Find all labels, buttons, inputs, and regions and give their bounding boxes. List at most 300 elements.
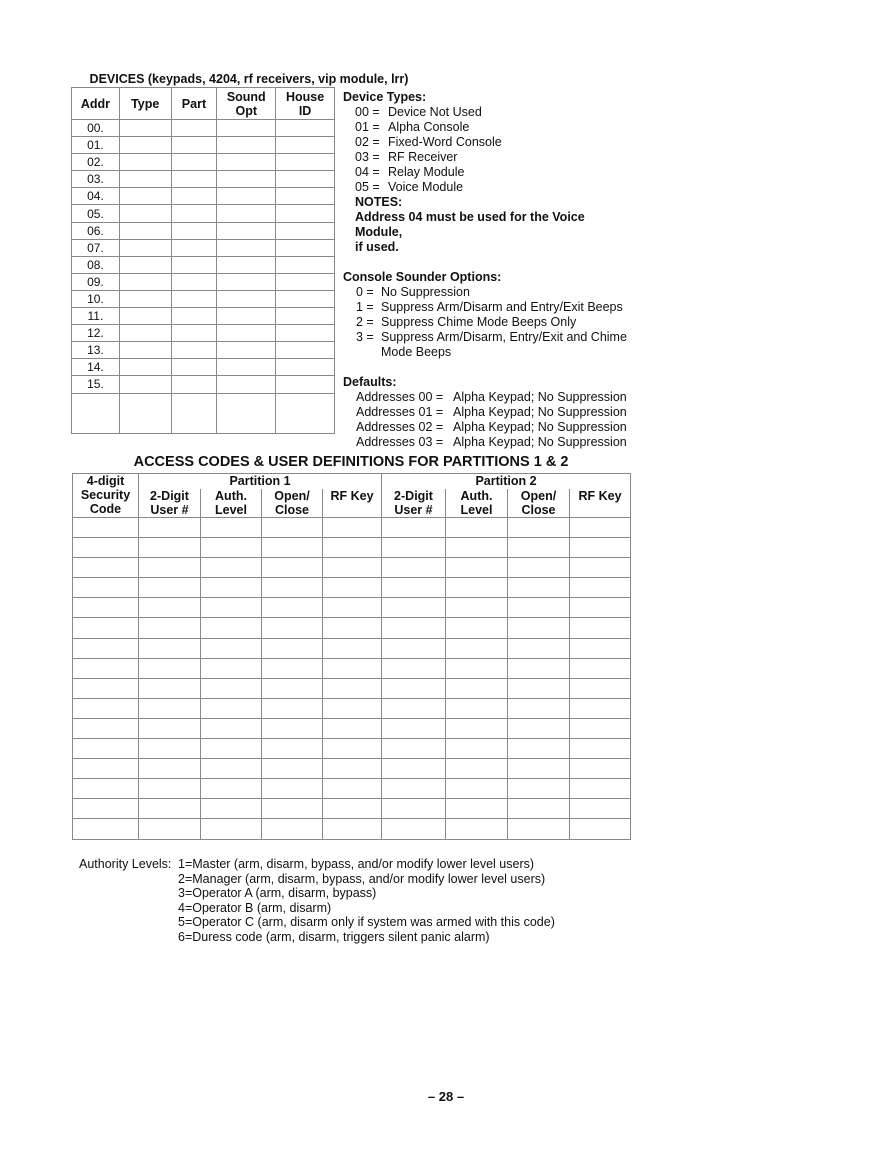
access-code-cell: [382, 578, 446, 598]
notes-heading: NOTES:: [355, 195, 403, 209]
device-address: 06.: [72, 222, 120, 239]
access-code-cell: [323, 799, 382, 819]
device-cell: [171, 154, 217, 171]
access-code-cell: [262, 538, 323, 558]
access-code-cell: [570, 819, 631, 839]
header-type: Type: [119, 88, 171, 120]
access-code-cell: [570, 518, 631, 538]
device-cell: [119, 188, 171, 205]
access-code-cell: [201, 819, 262, 839]
access-code-cell: [139, 538, 201, 558]
device-cell: [276, 205, 335, 222]
access-code-cell: [73, 698, 139, 718]
access-code-cell: [570, 678, 631, 698]
device-cell: [119, 222, 171, 239]
device-cell: [276, 273, 335, 290]
devices-row: [72, 205, 335, 222]
device-address: 05.: [72, 205, 120, 222]
access-code-cell: [262, 739, 323, 759]
access-code-row: [73, 678, 631, 698]
access-code-cell: [262, 658, 323, 678]
device-cell: [119, 154, 171, 171]
access-code-cell: [508, 799, 570, 819]
device-cell: [276, 154, 335, 171]
access-code-cell: [382, 799, 446, 819]
default-item: [343, 420, 633, 435]
device-cell: [276, 137, 335, 154]
p1-header-auth: [201, 489, 262, 518]
authority-levels-label: Authority Levels:: [79, 857, 172, 871]
header-security-line2: Security: [80, 488, 131, 502]
access-code-cell: [570, 779, 631, 799]
device-cell: [217, 325, 276, 342]
devices-row: [72, 376, 335, 393]
default-item: [343, 405, 633, 420]
p1-user-line1: 2-Digit: [150, 488, 189, 503]
device-cell: [119, 273, 171, 290]
device-cell: [119, 239, 171, 256]
sounder-option-label: Suppress Arm/Disarm, Entry/Exit and Chime: [381, 330, 627, 344]
device-cell: [171, 120, 217, 137]
access-code-cell: [382, 759, 446, 779]
device-cell: [217, 239, 276, 256]
access-code-cell: [508, 618, 570, 638]
access-code-cell: [570, 799, 631, 819]
default-address: Addresses 01 =: [356, 405, 444, 419]
device-cell: [119, 120, 171, 137]
access-code-cell: [446, 759, 508, 779]
access-code-cell: [201, 739, 262, 759]
page-number: – 28 –: [427, 1089, 465, 1104]
sounder-option-item: [343, 300, 633, 315]
access-code-cell: [382, 558, 446, 578]
sounder-option-code: 2 =: [356, 315, 374, 329]
p2-header-open: [508, 489, 570, 518]
device-cell: [171, 393, 217, 433]
note-line-1: Address 04 must be used for the Voice Module,: [355, 210, 585, 239]
access-code-cell: [508, 538, 570, 558]
authority-level-item: 1=Master (arm, disarm, bypass, and/or modify lower level users): [178, 857, 535, 871]
access-code-cell: [446, 819, 508, 839]
device-cell: [276, 308, 335, 325]
p2-open-line2: Close: [521, 502, 556, 517]
device-cell: [171, 290, 217, 307]
devices-table: [71, 87, 335, 434]
access-code-cell: [323, 718, 382, 738]
access-code-row: [73, 718, 631, 738]
access-code-row: [73, 658, 631, 678]
device-cell: [276, 342, 335, 359]
default-address: Addresses 02 =: [356, 420, 444, 434]
access-code-row: [73, 759, 631, 779]
access-code-cell: [446, 578, 508, 598]
access-code-cell: [139, 598, 201, 618]
sounder-options-heading: Console Sounder Options:: [343, 270, 502, 284]
access-code-cell: [139, 779, 201, 799]
access-code-cell: [262, 799, 323, 819]
access-code-cell: [139, 819, 201, 839]
access-code-cell: [262, 618, 323, 638]
access-code-cell: [323, 819, 382, 839]
device-cell: [276, 393, 335, 433]
device-cell: [217, 137, 276, 154]
devices-table-body: [72, 120, 335, 434]
device-cell: [276, 171, 335, 188]
device-cell: [217, 273, 276, 290]
access-code-cell: [446, 698, 508, 718]
authority-levels-list: [178, 857, 555, 945]
access-code-cell: [446, 618, 508, 638]
access-code-cell: [382, 518, 446, 538]
access-code-cell: [201, 598, 262, 618]
access-code-row: [73, 799, 631, 819]
access-code-cell: [570, 558, 631, 578]
access-code-cell: [570, 759, 631, 779]
access-code-cell: [323, 759, 382, 779]
device-cell: [171, 376, 217, 393]
access-code-cell: [570, 698, 631, 718]
access-code-row: [73, 558, 631, 578]
device-type-label: RF Receiver: [388, 150, 458, 164]
access-code-cell: [139, 739, 201, 759]
access-code-cell: [446, 638, 508, 658]
device-type-code: 02 =: [355, 135, 380, 149]
access-header-row-2: [73, 489, 631, 518]
p1-header-rfkey: RF Key: [323, 489, 382, 518]
devices-row: [72, 256, 335, 273]
device-cell: [217, 256, 276, 273]
device-type-code: 04 =: [355, 165, 380, 179]
access-code-cell: [382, 718, 446, 738]
device-cell: [276, 239, 335, 256]
access-code-cell: [262, 819, 323, 839]
access-code-cell: [201, 618, 262, 638]
sounder-option-code: 0 =: [356, 285, 374, 299]
access-code-cell: [139, 799, 201, 819]
access-code-cell: [570, 638, 631, 658]
device-cell: [119, 308, 171, 325]
header-part: Part: [171, 88, 217, 120]
access-code-row: [73, 618, 631, 638]
default-value: Alpha Keypad; No Suppression: [453, 390, 627, 404]
note-line-2: if used.: [355, 240, 399, 254]
devices-row: [72, 308, 335, 325]
device-type-code: 00 =: [355, 105, 380, 119]
access-code-cell: [262, 698, 323, 718]
default-address: Addresses 03 =: [356, 435, 444, 449]
device-address: 10.: [72, 290, 120, 307]
access-code-cell: [446, 518, 508, 538]
access-code-cell: [262, 598, 323, 618]
devices-row: [72, 188, 335, 205]
access-code-cell: [508, 739, 570, 759]
device-address: 13.: [72, 342, 120, 359]
device-cell: [119, 376, 171, 393]
access-code-cell: [382, 658, 446, 678]
access-code-cell: [446, 678, 508, 698]
header-house-id: [276, 88, 335, 120]
access-code-cell: [382, 598, 446, 618]
device-cell: [171, 342, 217, 359]
access-code-row: [73, 578, 631, 598]
devices-row: [72, 325, 335, 342]
access-code-row: [73, 518, 631, 538]
device-address: 11.: [72, 308, 120, 325]
sounder-option-item: [343, 285, 633, 300]
access-code-cell: [201, 759, 262, 779]
access-code-cell: [508, 779, 570, 799]
access-code-cell: [262, 638, 323, 658]
access-code-cell: [139, 759, 201, 779]
sounder-option-3-cont: Mode Beeps: [381, 345, 452, 359]
devices-row: [72, 222, 335, 239]
default-value: Alpha Keypad; No Suppression: [453, 405, 627, 419]
p2-user-line1: 2-Digit: [394, 488, 433, 503]
device-cell: [276, 290, 335, 307]
device-cell: [119, 290, 171, 307]
device-cell: [276, 120, 335, 137]
device-address: 08.: [72, 256, 120, 273]
access-code-row: [73, 739, 631, 759]
default-item: [343, 435, 633, 450]
devices-header-row: [72, 88, 335, 120]
access-code-cell: [508, 698, 570, 718]
p1-auth-line1: Auth.: [215, 488, 247, 503]
device-cell: [276, 188, 335, 205]
default-address: Addresses 00 =: [356, 390, 444, 404]
access-code-cell: [262, 779, 323, 799]
access-code-cell: [570, 618, 631, 638]
access-code-row: [73, 538, 631, 558]
access-code-cell: [73, 518, 139, 538]
access-code-cell: [201, 578, 262, 598]
sounder-option-label: No Suppression: [381, 285, 470, 299]
access-code-cell: [139, 618, 201, 638]
device-type-item: [343, 150, 633, 165]
header-sound-opt: [217, 88, 276, 120]
device-type-item: [343, 135, 633, 150]
devices-row: [72, 120, 335, 137]
access-code-cell: [73, 739, 139, 759]
device-cell: [171, 359, 217, 376]
device-cell: [72, 393, 120, 433]
access-code-cell: [382, 779, 446, 799]
header-partition-2: Partition 2: [382, 474, 631, 489]
device-cell: [217, 359, 276, 376]
access-code-cell: [73, 558, 139, 578]
device-notes: [343, 90, 633, 450]
access-code-cell: [323, 698, 382, 718]
access-code-cell: [323, 739, 382, 759]
access-code-cell: [382, 678, 446, 698]
access-code-row: [73, 598, 631, 618]
access-code-cell: [570, 739, 631, 759]
devices-row: [72, 171, 335, 188]
device-type-label: Relay Module: [388, 165, 465, 179]
access-code-cell: [323, 538, 382, 558]
access-code-cell: [201, 658, 262, 678]
access-code-cell: [446, 538, 508, 558]
access-codes-table: [72, 473, 631, 840]
access-code-cell: [201, 518, 262, 538]
p1-open-line1: Open/: [274, 488, 310, 503]
devices-row: [72, 137, 335, 154]
access-code-cell: [508, 558, 570, 578]
access-code-cell: [570, 718, 631, 738]
device-cell: [276, 376, 335, 393]
access-code-cell: [139, 638, 201, 658]
device-type-label: Alpha Console: [388, 120, 470, 134]
access-code-cell: [508, 598, 570, 618]
device-cell: [171, 205, 217, 222]
devices-row: [72, 154, 335, 171]
sounder-option-item: [343, 330, 633, 345]
device-type-item: [343, 120, 633, 135]
access-code-cell: [446, 718, 508, 738]
access-code-cell: [508, 638, 570, 658]
device-types-list: [343, 105, 633, 195]
defaults-list: [343, 390, 633, 450]
authority-level-item: 3=Operator A (arm, disarm, bypass): [178, 886, 377, 901]
device-cell: [276, 256, 335, 273]
device-cell: [171, 222, 217, 239]
access-code-cell: [73, 578, 139, 598]
access-code-cell: [139, 678, 201, 698]
access-code-row: [73, 638, 631, 658]
device-type-item: [343, 180, 633, 195]
device-address: 00.: [72, 120, 120, 137]
access-code-cell: [570, 598, 631, 618]
p1-header-open: [262, 489, 323, 518]
access-codes-body: [73, 518, 631, 840]
device-cell: [276, 325, 335, 342]
access-code-cell: [73, 598, 139, 618]
devices-row: [72, 273, 335, 290]
access-code-cell: [446, 779, 508, 799]
access-code-cell: [508, 718, 570, 738]
access-code-cell: [570, 578, 631, 598]
device-cell: [217, 171, 276, 188]
access-code-cell: [73, 538, 139, 558]
sounder-option-code: 1 =: [356, 300, 374, 314]
access-code-cell: [73, 718, 139, 738]
sounder-option-item: [343, 315, 633, 330]
header-addr: Addr: [72, 88, 120, 120]
p1-open-line2: Close: [274, 502, 310, 517]
access-code-cell: [262, 558, 323, 578]
access-code-cell: [323, 779, 382, 799]
device-type-label: Voice Module: [388, 180, 464, 194]
access-code-cell: [508, 518, 570, 538]
device-cell: [217, 376, 276, 393]
access-code-cell: [446, 799, 508, 819]
header-security-line3: Code: [89, 502, 122, 516]
access-code-cell: [262, 518, 323, 538]
p2-auth-line1: Auth.: [460, 488, 493, 503]
device-address: 04.: [72, 188, 120, 205]
header-sound-opt-line1: Sound: [226, 89, 266, 104]
device-cell: [119, 359, 171, 376]
access-code-cell: [323, 618, 382, 638]
header-sound-opt-line2: Opt: [235, 103, 258, 118]
devices-row: [72, 342, 335, 359]
device-type-item: [343, 105, 633, 120]
access-code-cell: [508, 678, 570, 698]
default-item: [343, 390, 633, 405]
access-code-cell: [139, 658, 201, 678]
access-code-cell: [508, 819, 570, 839]
access-code-cell: [201, 678, 262, 698]
access-code-cell: [201, 558, 262, 578]
access-code-cell: [201, 718, 262, 738]
access-code-cell: [508, 578, 570, 598]
sounder-option-code: 3 =: [356, 330, 374, 344]
device-types-heading: Device Types:: [343, 90, 427, 104]
devices-row: [72, 290, 335, 307]
device-type-label: Fixed-Word Console: [388, 135, 502, 149]
sounder-options-list: [343, 285, 633, 345]
device-cell: [171, 188, 217, 205]
access-code-cell: [139, 698, 201, 718]
access-code-cell: [570, 658, 631, 678]
device-cell: [217, 308, 276, 325]
defaults-heading: Defaults:: [343, 375, 397, 389]
device-address: 12.: [72, 325, 120, 342]
authority-level-item: 5=Operator C (arm, disarm only if system was armed with this code): [178, 915, 555, 930]
access-code-cell: [382, 638, 446, 658]
device-cell: [276, 359, 335, 376]
device-cell: [119, 325, 171, 342]
access-code-cell: [382, 698, 446, 718]
access-code-cell: [508, 759, 570, 779]
device-cell: [119, 256, 171, 273]
device-cell: [171, 137, 217, 154]
p2-auth-line2: Level: [460, 502, 493, 517]
access-code-row: [73, 819, 631, 839]
access-code-cell: [323, 678, 382, 698]
access-code-cell: [139, 578, 201, 598]
device-cell: [119, 393, 171, 433]
access-code-cell: [73, 799, 139, 819]
access-code-cell: [262, 678, 323, 698]
access-code-cell: [382, 538, 446, 558]
access-code-cell: [323, 558, 382, 578]
access-code-cell: [508, 658, 570, 678]
device-cell: [217, 154, 276, 171]
authority-level-item: 2=Manager (arm, disarm, bypass, and/or modify lower level users): [178, 871, 546, 886]
device-address: 15.: [72, 376, 120, 393]
access-code-cell: [323, 578, 382, 598]
access-code-cell: [201, 538, 262, 558]
sounder-option-label: Suppress Chime Mode Beeps Only: [381, 315, 577, 329]
sounder-option-label: Suppress Arm/Disarm and Entry/Exit Beeps: [381, 300, 623, 314]
device-cell: [119, 171, 171, 188]
device-type-code: 01 =: [355, 120, 380, 134]
access-code-cell: [570, 538, 631, 558]
device-type-code: 05 =: [355, 180, 380, 194]
device-cell: [119, 205, 171, 222]
access-code-cell: [73, 678, 139, 698]
p2-user-line2: User #: [394, 502, 433, 517]
access-code-row: [73, 779, 631, 799]
device-cell: [217, 205, 276, 222]
device-cell: [171, 256, 217, 273]
devices-row: [72, 239, 335, 256]
access-code-cell: [446, 598, 508, 618]
device-type-item: [343, 165, 633, 180]
access-code-cell: [139, 558, 201, 578]
device-type-label: Device Not Used: [388, 105, 482, 119]
